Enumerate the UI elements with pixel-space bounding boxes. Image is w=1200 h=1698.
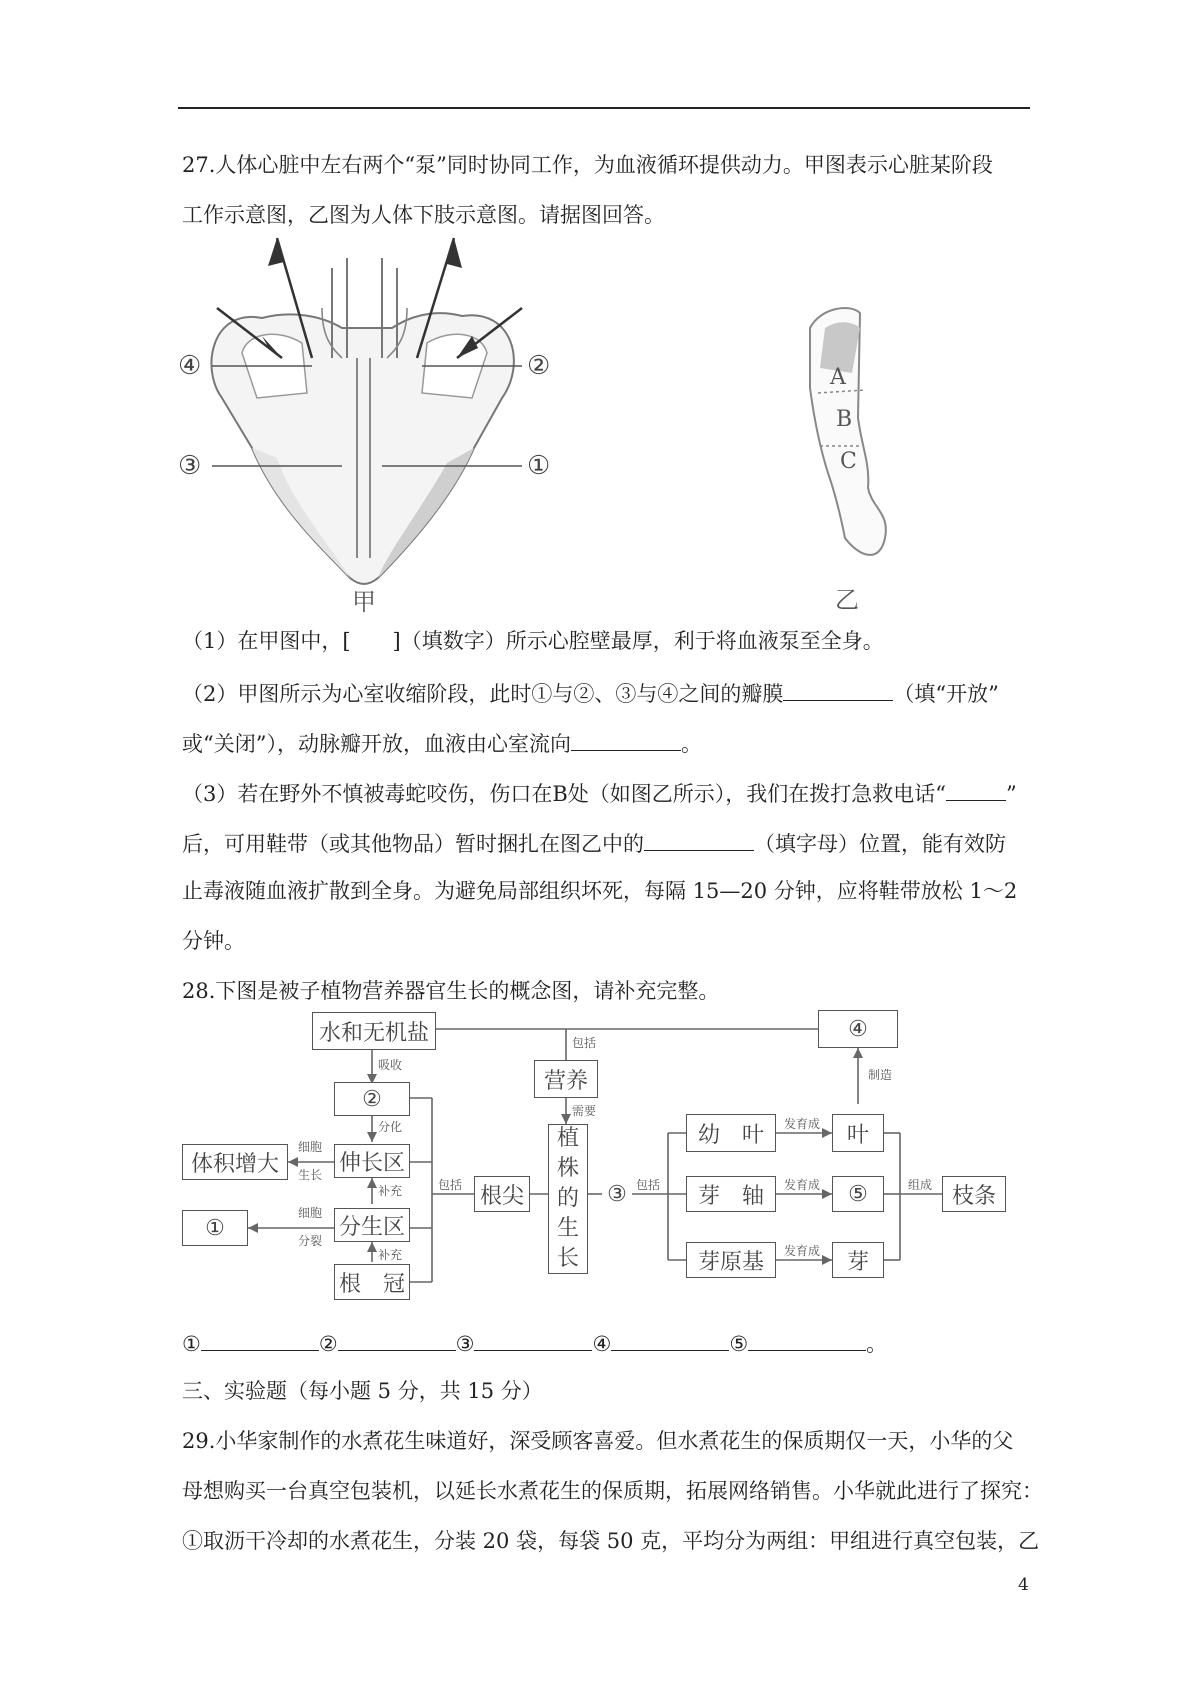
q27-sub3-line4: 分钟。 bbox=[182, 929, 245, 953]
box-volume-increase: 体积增大 bbox=[182, 1144, 288, 1180]
link-cell-growth-1: 细胞 bbox=[298, 1140, 323, 1154]
q29-line2: 母想购买一台真空包装机，以延长水煮花生的保质期，拓展网络销售。小华就此进行了探究： bbox=[182, 1479, 1043, 1503]
q28-answer-line: ① ② ③ ④ ⑤ 。 bbox=[182, 1326, 1032, 1359]
answer-blank-q28-1[interactable] bbox=[201, 1326, 319, 1351]
q27-sub2-line1: （2）甲图所示为心室收缩阶段，此时①与②、③与④之间的瓣膜 （填“开放” bbox=[182, 676, 1032, 709]
heart-label-3: ③ bbox=[178, 451, 202, 481]
leg-label-c: C bbox=[840, 449, 857, 474]
box-blank-3: ③ bbox=[602, 1176, 632, 1212]
heart-label-4: ④ bbox=[178, 351, 202, 381]
answer-blank-q28-4[interactable] bbox=[611, 1326, 729, 1351]
link-form: 组成 bbox=[908, 1178, 933, 1192]
box-blank-5: ⑤ bbox=[832, 1176, 884, 1212]
box-root-tip: 根尖 bbox=[474, 1176, 530, 1212]
q27-text-line1: 27.人体心脏中左右两个“泵”同时协同工作，为血液循环提供动力。甲图表示心脏某阶段 bbox=[182, 153, 993, 177]
header-rule bbox=[178, 107, 1030, 109]
leg-label-a: A bbox=[830, 365, 846, 390]
link-develop-3: 发育成 bbox=[784, 1244, 821, 1258]
box-water-minerals: 水和无机盐 bbox=[312, 1012, 436, 1050]
link-develop-1: 发育成 bbox=[784, 1117, 821, 1131]
q27-sub3-line1: （3）若在野外不慎被毒蛇咬伤，伤口在B处（如图乙所示），我们在拨打急救电话“ ” bbox=[182, 776, 1032, 809]
link-include-top: 包括 bbox=[572, 1036, 597, 1050]
answer-blank-letter[interactable] bbox=[644, 826, 754, 851]
box-bud-primordium: 芽原基 bbox=[686, 1242, 776, 1278]
box-twig: 枝条 bbox=[942, 1176, 1006, 1212]
q28-title: 28.下图是被子植物营养器官生长的概念图，请补充完整。 bbox=[182, 979, 720, 1003]
box-leaf-primordium: 幼 叶 bbox=[686, 1114, 776, 1152]
answer-blank-q28-2[interactable] bbox=[338, 1326, 456, 1351]
box-blank-4: ④ bbox=[818, 1010, 898, 1048]
link-absorb: 吸收 bbox=[378, 1058, 403, 1072]
leg-caption: 乙 bbox=[835, 586, 859, 614]
heart-caption: 甲 bbox=[352, 588, 376, 616]
heart-diagram bbox=[178, 248, 562, 618]
box-blank-1: ① bbox=[182, 1210, 248, 1246]
link-differentiate: 分化 bbox=[378, 1120, 403, 1134]
box-nutrition: 营养 bbox=[534, 1060, 598, 1098]
link-need: 需要 bbox=[572, 1104, 597, 1118]
box-plant-growth: 植 株 的 生 长 bbox=[548, 1124, 588, 1274]
page-number: 4 bbox=[1018, 1575, 1029, 1595]
answer-blank-flow[interactable] bbox=[571, 726, 681, 751]
link-make: 制造 bbox=[868, 1068, 893, 1082]
box-meristem-zone: 分生区 bbox=[334, 1208, 410, 1242]
link-cell-division-2: 分裂 bbox=[298, 1234, 323, 1248]
link-supplement-1: 补充 bbox=[378, 1184, 403, 1198]
box-blank-2: ② bbox=[334, 1082, 410, 1116]
link-cell-division-1: 细胞 bbox=[298, 1206, 323, 1220]
q27-sub1: （1）在甲图中，[ ]（填数字）所示心腔壁最厚，利于将血液泵至全身。 bbox=[182, 629, 884, 653]
link-develop-2: 发育成 bbox=[784, 1178, 821, 1192]
link-include-shoot: 包括 bbox=[636, 1178, 661, 1192]
link-cell-growth-2: 生长 bbox=[298, 1168, 323, 1182]
q29-line3: ①取沥干冷却的水煮花生，分装 20 袋，每袋 50 克，平均分为两组：甲组进行真空包装，乙 bbox=[182, 1529, 1040, 1553]
heart-label-2: ② bbox=[527, 351, 551, 381]
answer-blank-q28-5[interactable] bbox=[748, 1326, 866, 1351]
box-root-cap: 根 冠 bbox=[334, 1264, 410, 1300]
answer-blank-valve[interactable] bbox=[783, 676, 893, 701]
section-3-heading: 三、实验题（每小题 5 分，共 15 分） bbox=[182, 1379, 543, 1403]
box-leaf: 叶 bbox=[832, 1114, 884, 1152]
q27-sub3-line3: 止毒液随血液扩散到全身。为避免局部组织坏死，每隔 15—20 分钟，应将鞋带放松 1～2 bbox=[182, 879, 1018, 903]
heart-label-1: ① bbox=[527, 451, 551, 481]
answer-blank-q28-3[interactable] bbox=[474, 1326, 592, 1351]
link-supplement-2: 补充 bbox=[378, 1248, 403, 1262]
answer-blank-phone[interactable] bbox=[946, 776, 1006, 801]
leg-label-b: B bbox=[836, 407, 853, 432]
q27-sub2-line2: 或“关闭”），动脉瓣开放，血液由心室流向 。 bbox=[182, 726, 1032, 759]
q27-text-line2: 工作示意图，乙图为人体下肢示意图。请据图回答。 bbox=[182, 203, 665, 227]
box-bud: 芽 bbox=[832, 1242, 884, 1278]
box-bud-axis: 芽 轴 bbox=[686, 1176, 776, 1212]
q29-line1: 29.小华家制作的水煮花生味道好，深受顾客喜爱。但水煮花生的保质期仅一天，小华的父 bbox=[182, 1429, 1014, 1453]
link-include-root: 包括 bbox=[438, 1178, 463, 1192]
leg-diagram bbox=[790, 298, 950, 618]
q27-sub3-line2: 后，可用鞋带（或其他物品）暂时捆扎在图乙中的 （填字母）位置，能有效防 bbox=[182, 826, 1032, 859]
box-elongation-zone: 伸长区 bbox=[334, 1144, 410, 1178]
